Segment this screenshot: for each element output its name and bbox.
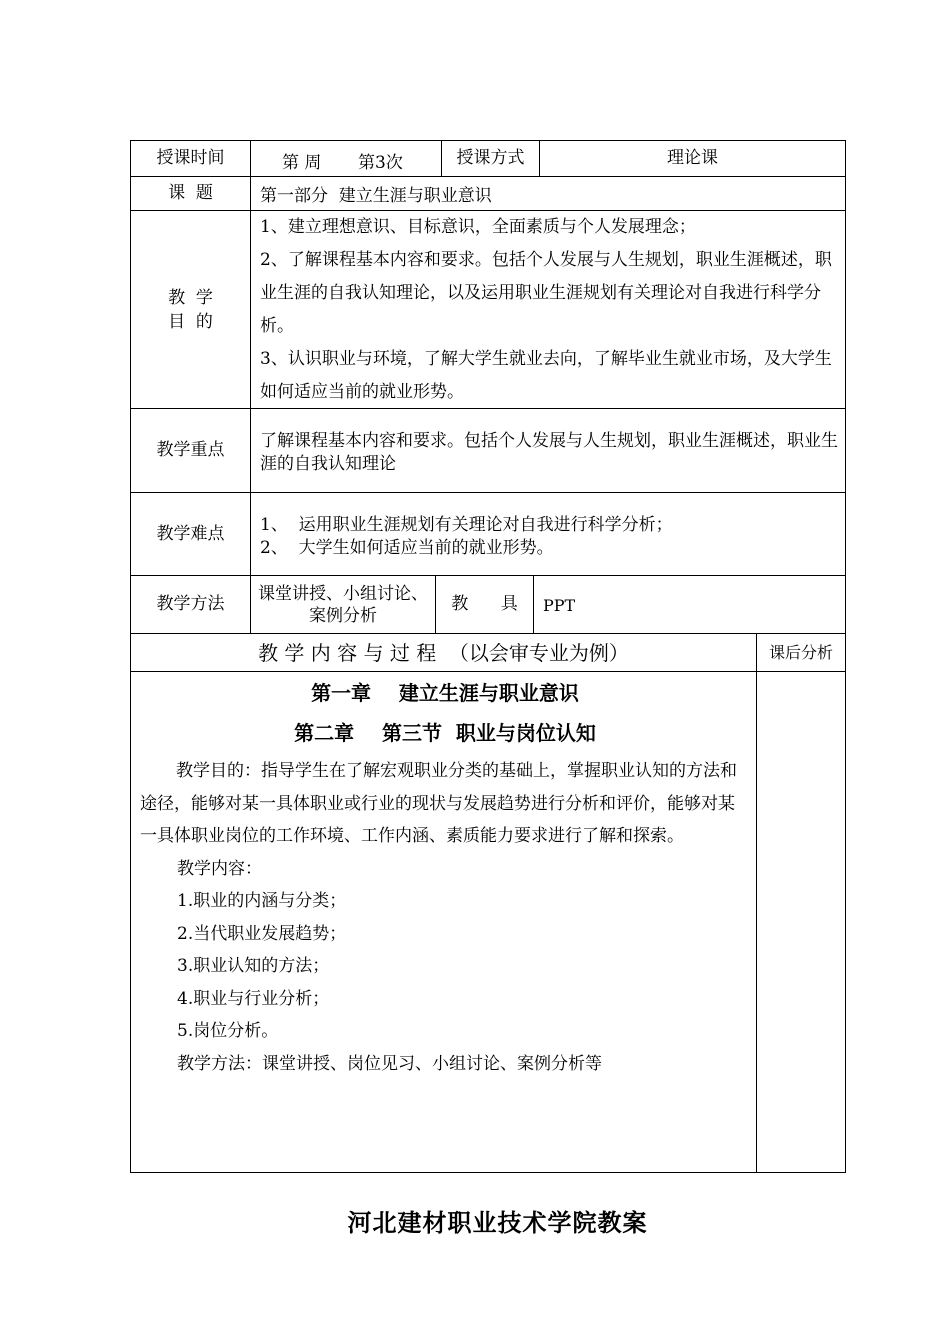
mode-label: 授课方式: [456, 148, 525, 169]
objective-item-3: 3、认识职业与环境，了解大学生就业去向，了解毕业生就业市场，及大学生如何适应当前的就业形势。: [260, 349, 832, 402]
teaching-method-line: 教学方法：课堂讲授、岗位见习、小组讨论、案例分析等: [177, 1053, 602, 1074]
objectives-label: [131, 211, 250, 408]
objectives-label-line1: 教 学: [168, 287, 213, 308]
teaching-content-label: 教学内容：: [177, 858, 262, 879]
chapter-2-heading: 第二章 第三节 职业与岗位认知: [294, 721, 596, 745]
school-title: 河北建材职业技术学院教案: [347, 1208, 648, 1237]
time-label: 授课时间: [156, 148, 225, 169]
difficulties-label: 教学难点: [156, 523, 225, 544]
objective-item-1: 1、建立理想意识、目标意识，全面素质与个人发展理念；: [260, 217, 696, 237]
teaching-purpose: 教学目的：指导学生在了解宏观职业分类的基础上，掌握职业认知的方法和途径，能够对某一具体职业或行业的现状与发展趋势进行分析和评价，能够对某一具体职业岗位的工作环境、工作内涵、素质能力要求进行了解和探索。: [140, 761, 737, 846]
difficulty-item-1: 1、 运用职业生涯规划有关理论对自我进行科学分析；: [260, 515, 673, 535]
list-item: 2.当代职业发展趋势；: [177, 923, 347, 944]
tools-label: 教 具: [451, 594, 518, 615]
methods-value: 课堂讲授、小组讨论、案例分析: [258, 583, 428, 626]
methods-label: 教学方法: [156, 594, 225, 615]
process-content: [140, 672, 750, 1080]
topic-label: 课 题: [168, 183, 213, 204]
list-item: 4.职业与行业分析；: [177, 988, 330, 1009]
list-item: 3.职业认知的方法；: [177, 956, 330, 976]
teaching-content-list: [140, 853, 750, 1081]
difficulty-item-2: 2、 大学生如何适应当前的就业形势。: [260, 538, 554, 558]
session-text: 第3次: [358, 153, 403, 173]
key-points-value: 了解课程基本内容和要求。包括个人发展与人生规划，职业生涯概述，职业生涯的自我认知理论: [260, 431, 838, 474]
topic-value: 第一部分 建立生涯与职业意识: [260, 186, 492, 206]
tools-value: PPT: [543, 596, 576, 615]
week-text: 第 周: [282, 153, 322, 173]
objectives-content: [260, 211, 838, 409]
mode-value: 理论课: [667, 148, 718, 169]
objective-item-2: 2、了解课程基本内容和要求。包括个人发展与人生规划，职业生涯概述，职业生涯的自我认知理论，以及运用职业生涯规划有关理论对自我进行科学分析。: [260, 250, 832, 336]
process-header: 教 学 内 容 与 过 程 （以会审专业为例）: [258, 640, 629, 665]
after-analysis-label: 课后分析: [768, 642, 833, 662]
key-points-label: 教学重点: [156, 440, 225, 461]
difficulties-content: [260, 514, 840, 560]
list-item: 1.职业的内涵与分类；: [177, 891, 347, 911]
objectives-label-line2: 目 的: [168, 311, 213, 332]
list-item: 5.岗位分析。: [177, 1021, 279, 1041]
chapter-1-heading: 第一章 建立生涯与职业意识: [311, 681, 579, 705]
